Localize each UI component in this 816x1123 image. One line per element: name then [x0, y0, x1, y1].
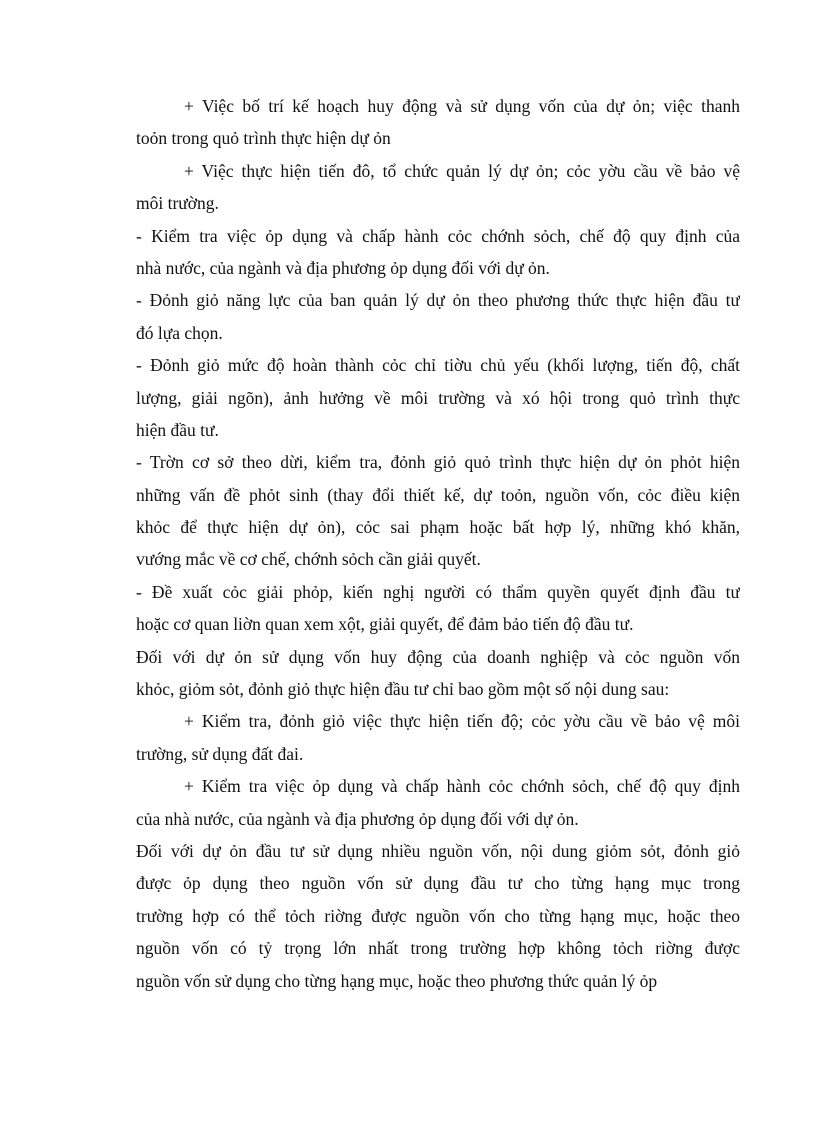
text-line: trường hợp có thể tỏch riờng được nguồn vốn cho từng hạng mục, hoặc theo	[136, 905, 740, 926]
text-line: + Kiểm tra, đỏnh giỏ việc thực hiện tiến độ; cỏc yờu cầu về bảo vệ môi	[184, 711, 740, 732]
text-line: + Kiểm tra việc ỏp dụng và chấp hành cỏc chớnh sỏch, chế độ quy định	[184, 776, 740, 797]
text-line: hiện đầu tư.	[136, 419, 219, 440]
text-line: khỏc để thực hiện dự ỏn), cỏc sai phạm hoặc bất hợp lý, những khó khăn,	[136, 517, 740, 538]
text-line: nhà nước, của ngành và địa phương ỏp dụng đối với dự ỏn.	[136, 257, 550, 278]
text-line: nguồn vốn có tỷ trọng lớn nhất trong trường hợp không tỏch riờng được	[136, 938, 740, 959]
text-line: hoặc cơ quan liờn quan xem xột, giải quyết, để đảm bảo tiến độ đầu tư.	[136, 614, 634, 635]
text-line: - Trờn cơ sở theo dừi, kiểm tra, đỏnh giỏ quỏ trình thực hiện dự ỏn phỏt hiện	[136, 452, 740, 473]
text-line: - Kiểm tra việc ỏp dụng và chấp hành cỏc chớnh sỏch, chế độ quy định của	[136, 225, 740, 246]
text-line: - Đề xuất cỏc giải phỏp, kiến nghị người có thẩm quyền quyết định đầu tư	[136, 581, 740, 602]
text-line: khỏc, giỏm sỏt, đỏnh giỏ thực hiện đầu tư chỉ bao gồm một số nội dung sau:	[136, 679, 670, 700]
text-line: lượng, giải ngõn), ảnh hưởng về môi trường và xó hội trong quỏ trình thực	[136, 387, 740, 408]
text-line: đó lựa chọn.	[136, 322, 223, 343]
text-line: toỏn trong quỏ trình thực hiện dự ỏn	[136, 128, 391, 149]
text-line: được ỏp dụng theo nguồn vốn sử dụng đầu tư cho từng hạng mục trong	[136, 873, 740, 894]
text-line: môi trường.	[136, 193, 219, 214]
text-line: trường, sử dụng đất đai.	[136, 743, 304, 764]
text-line: vướng mắc về cơ chế, chớnh sỏch cần giải quyết.	[136, 549, 481, 570]
text-line: + Việc bố trí kế hoạch huy động và sử dụng vốn của dự ỏn; việc thanh	[184, 96, 740, 116]
text-line: - Đỏnh giỏ năng lực của ban quản lý dự ỏn theo phương thức thực hiện đầu tư	[136, 290, 740, 311]
text-line: - Đỏnh giỏ mức độ hoàn thành cỏc chỉ tiờu chủ yếu (khối lượng, tiến độ, chất	[136, 355, 740, 376]
document-body	[136, 90, 740, 997]
text-line: Đối với dự ỏn đầu tư sử dụng nhiều nguồn vốn, nội dung giỏm sỏt, đỏnh giỏ	[136, 840, 740, 861]
text-line: + Việc thực hiện tiến đô, tổ chức quản lý dự ỏn; cỏc yờu cầu về bảo vệ	[184, 160, 740, 181]
text-line: Đối với dự ỏn sử dụng vốn huy động của doanh nghiệp và cỏc nguồn vốn	[136, 646, 740, 667]
text-line: những vấn đề phỏt sinh (thay đổi thiết kế, dự toỏn, nguồn vốn, cỏc điều kiện	[136, 484, 740, 505]
text-line: nguồn vốn sử dụng cho từng hạng mục, hoặc theo phương thức quản lý ỏp	[136, 970, 658, 991]
text-line: của nhà nước, của ngành và địa phương ỏp dụng đối với dự ỏn.	[136, 808, 579, 829]
